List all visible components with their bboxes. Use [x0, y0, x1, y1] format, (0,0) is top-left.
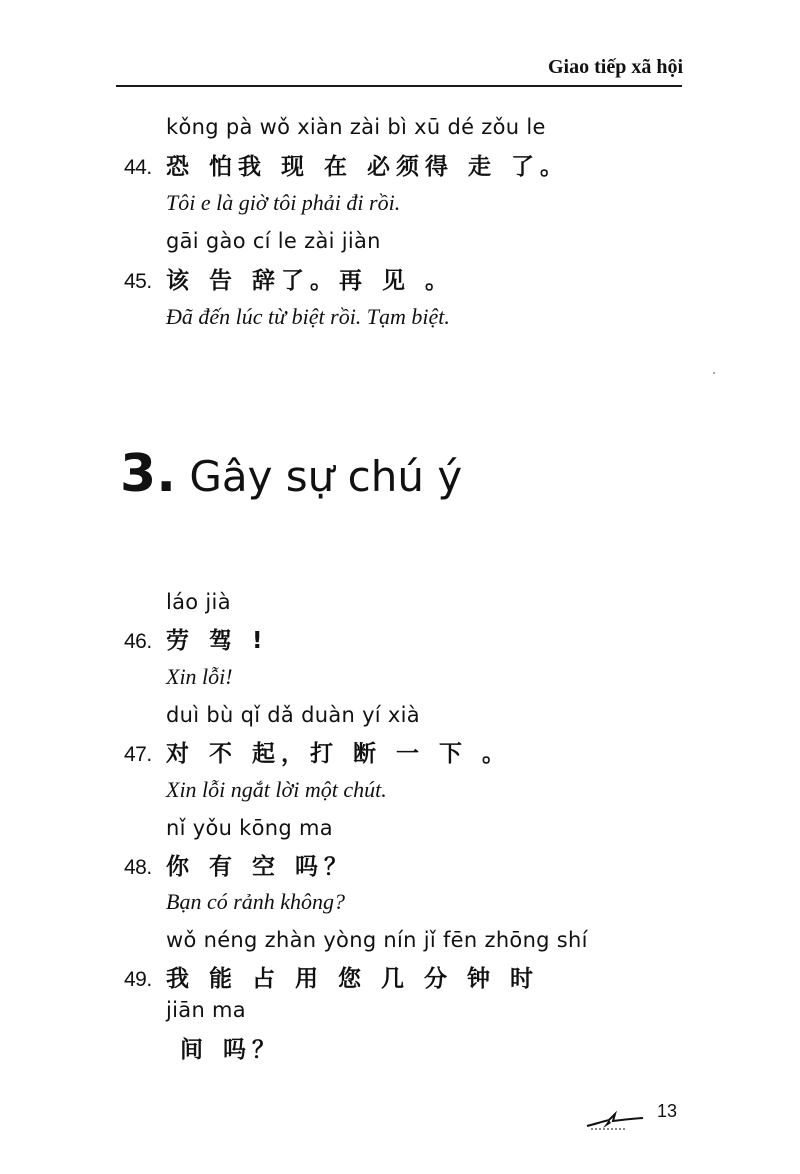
phrase-number: 44.	[124, 156, 152, 179]
pinyin-49: wǒ néng zhàn yòng nín jǐ fēn zhōng shí	[166, 928, 588, 952]
pinyin-48: nǐ yǒu kōng ma	[166, 816, 333, 840]
phrase-48	[124, 848, 353, 881]
pinyin-44: kǒng pà wǒ xiàn zài bì xū dé zǒu le	[166, 115, 546, 139]
phrase-number: 49.	[124, 968, 152, 991]
phrase-number: 47.	[124, 743, 152, 766]
translation-47: Xin lỗi ngắt lời một chút.	[166, 777, 387, 802]
phrase-45	[124, 262, 454, 295]
pinyin-46: láo jià	[166, 590, 231, 614]
scan-speck	[713, 372, 715, 374]
section-title: Gây sự chú ý	[189, 452, 463, 501]
phrase-46	[124, 622, 269, 655]
pinyin-47: duì bù qǐ dǎ duàn yí xià	[166, 703, 420, 727]
running-header: Giao tiếp xã hội	[547, 56, 683, 78]
translation-44: Tôi e là giờ tôi phải đi rồi.	[166, 190, 401, 215]
section-number: 3	[120, 444, 157, 504]
bird-ornament-icon	[585, 1110, 647, 1132]
phrase-47	[124, 735, 511, 768]
phrase-number: 48.	[124, 856, 152, 879]
section-heading: 3. Gây sự chú ý	[120, 444, 463, 504]
hanzi-text: 你 有 空 吗？	[166, 854, 354, 880]
hanzi-text: 劳 驾 !	[166, 628, 269, 654]
phrase-number: 45.	[124, 270, 152, 293]
pinyin-45: gāi gào cí le zài jiàn	[166, 229, 381, 253]
hanzi-text: 对 不 起，打 断 一 下 。	[166, 741, 512, 767]
hanzi-text: 间 吗？	[180, 1037, 282, 1063]
translation-46: Xin lỗi!	[166, 664, 233, 689]
phrase-44	[124, 148, 569, 181]
phrase-49	[124, 960, 539, 993]
hanzi-text: 该 告 辞了。再 见 。	[166, 268, 455, 294]
page-number: 13	[657, 1101, 678, 1121]
translation-48: Bạn có rảnh không?	[166, 889, 346, 914]
translation-45: Đã đến lúc từ biệt rồi. Tạm biệt.	[166, 304, 450, 329]
hanzi-text: 恐 怕我 现 在 必须得 走 了。	[166, 154, 570, 180]
pinyin-49-continued: jiān ma	[166, 998, 246, 1022]
phrase-number: 46.	[124, 630, 152, 653]
phrase-49-continued	[180, 1031, 281, 1064]
hanzi-text: 我 能 占 用 您 几 分 钟 时	[166, 966, 540, 992]
header-rule	[116, 85, 682, 87]
